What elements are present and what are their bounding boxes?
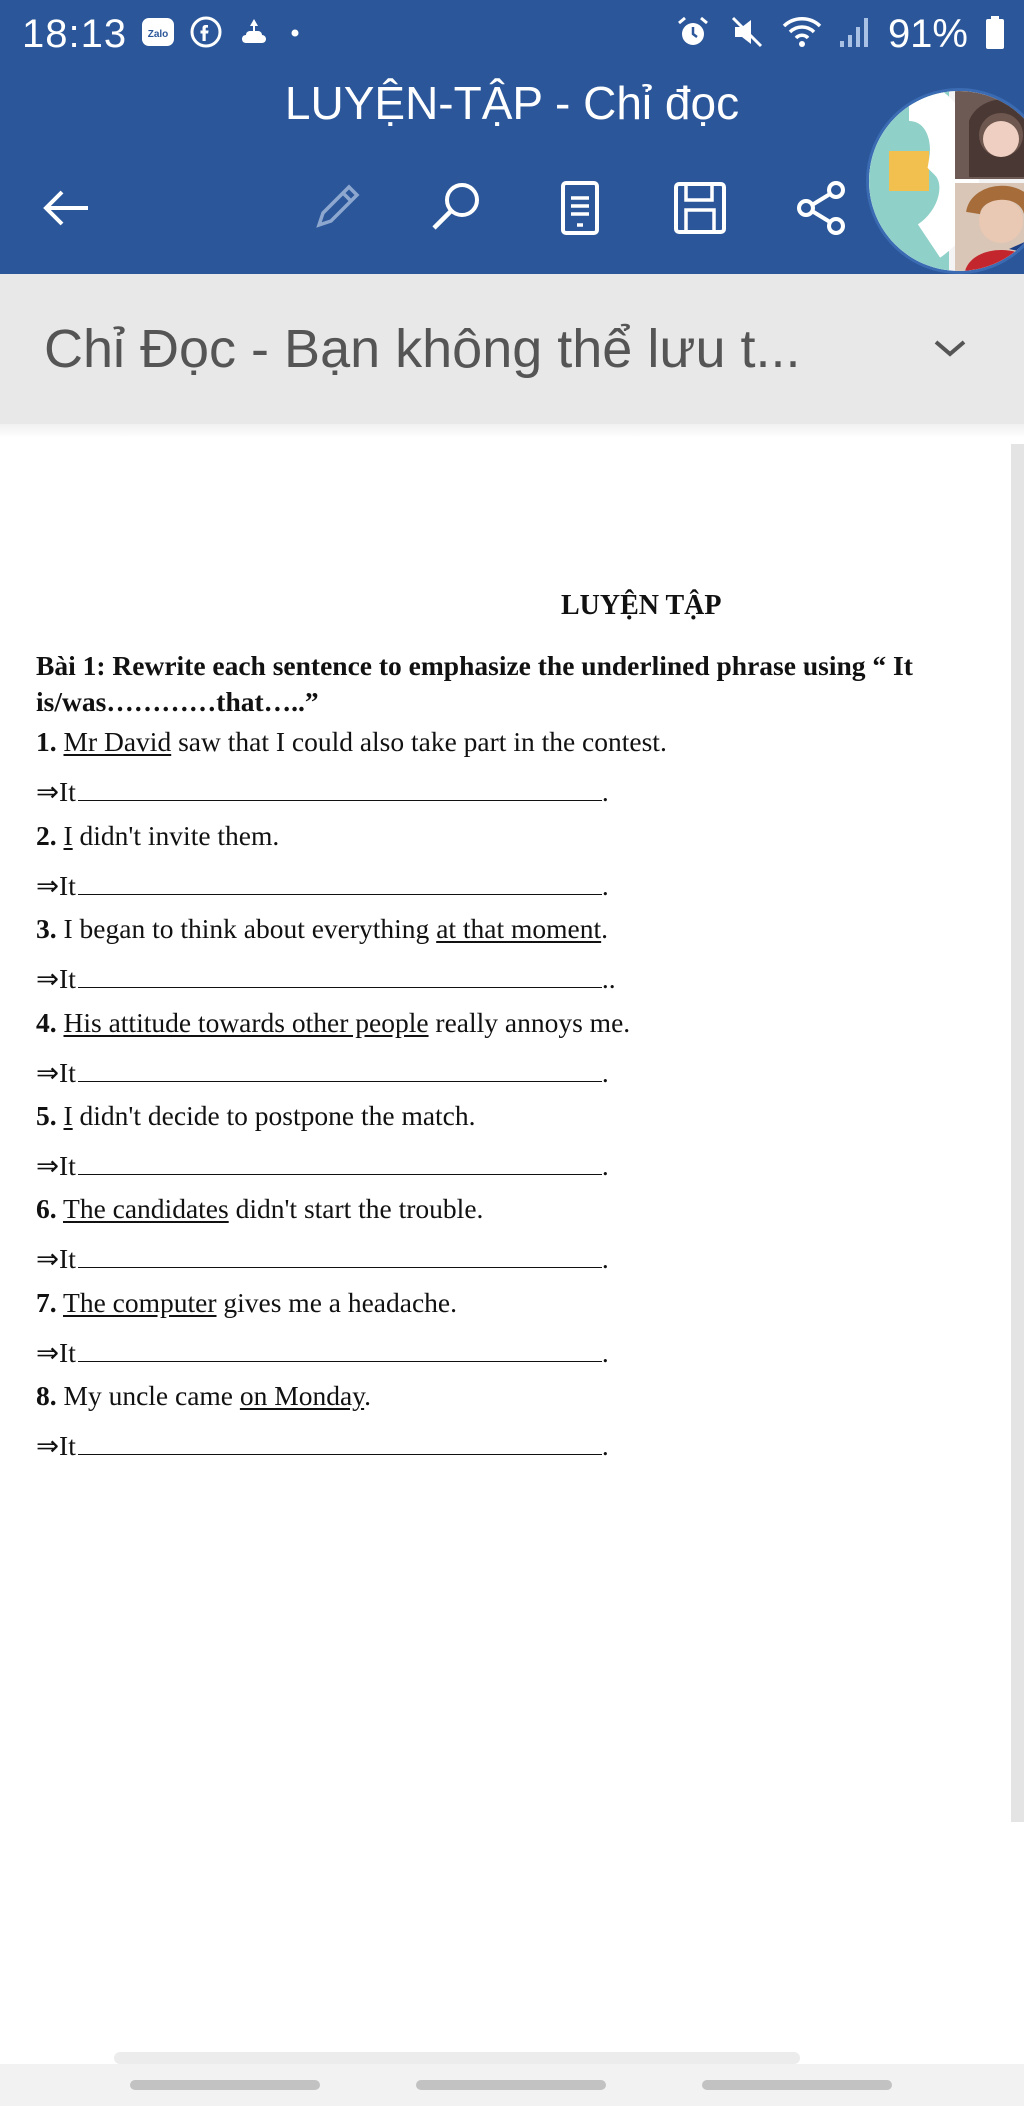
- page-title: LUYỆN TẬP: [561, 590, 722, 621]
- edit-button[interactable]: [304, 176, 368, 240]
- save-icon: [670, 178, 730, 238]
- wifi-icon: [782, 13, 822, 55]
- share-icon: [792, 178, 852, 238]
- exercise-label: Bài 1:: [36, 650, 106, 681]
- answer-line-6[interactable]: ⇒It .: [36, 1243, 609, 1274]
- exercise-text: Rewrite each sentence to emphasize the underlined phrase using “ It is/was…………that…..”: [36, 650, 913, 717]
- nav-home-button[interactable]: [416, 2080, 606, 2090]
- chevron-down-icon: [920, 318, 980, 378]
- answer-line-1[interactable]: ⇒It .: [36, 776, 609, 807]
- zalo-icon: [141, 15, 175, 53]
- app-bar: [0, 0, 1024, 274]
- status-time: 18:13: [22, 11, 128, 56]
- question-8: 8. My uncle came on Monday.: [36, 1380, 372, 1411]
- vertical-scrollbar[interactable]: [1011, 444, 1024, 1822]
- nav-recent-button[interactable]: [130, 2080, 320, 2090]
- answer-line-7[interactable]: ⇒It .: [36, 1337, 609, 1368]
- answer-line-3[interactable]: ⇒It ..: [36, 963, 616, 994]
- arrow-left-icon: [38, 180, 94, 236]
- nav-back-button[interactable]: [702, 2080, 892, 2090]
- cloud-icon: [237, 15, 271, 53]
- answer-line-5[interactable]: ⇒It .: [36, 1150, 609, 1181]
- question-5: 5. I didn't decide to postpone the match.: [36, 1100, 476, 1131]
- dot-icon: [285, 15, 305, 53]
- exercise-instructions: [36, 648, 996, 720]
- pencil-icon: [307, 179, 365, 237]
- signal-icon: [838, 13, 872, 55]
- answer-line-4[interactable]: ⇒It .: [36, 1057, 609, 1088]
- horizontal-scrollbar[interactable]: [114, 2052, 800, 2064]
- document-title: LUYỆN-TẬP - Chỉ đọc: [284, 77, 740, 129]
- expand-banner-button[interactable]: [920, 318, 980, 378]
- save-button[interactable]: [668, 176, 732, 240]
- read-only-message: Chỉ Đọc - Bạn không thể lưu t...: [44, 319, 801, 379]
- question-2: 2. I didn't invite them.: [36, 820, 280, 851]
- avatar-photo-icon: [869, 91, 1024, 271]
- question-3: 3. I began to think about everything at that moment.: [36, 913, 609, 944]
- back-button[interactable]: [34, 176, 98, 240]
- answer-line-2[interactable]: ⇒It .: [36, 870, 609, 901]
- mobile-view-icon: [552, 178, 608, 238]
- battery-percentage: 91%: [887, 11, 968, 56]
- mute-icon: [728, 13, 766, 55]
- question-6: 6. The candidates didn't start the trouble.: [36, 1193, 484, 1224]
- search-button[interactable]: [424, 176, 488, 240]
- alarm-icon: [674, 13, 712, 55]
- status-bar-left: [22, 10, 305, 58]
- battery-icon: [984, 13, 1006, 55]
- reading-view-button[interactable]: [548, 176, 612, 240]
- status-bar-right: [674, 10, 1006, 58]
- share-button[interactable]: [790, 176, 854, 240]
- question-4: 4. His attitude towards other people really annoys me.: [36, 1007, 631, 1038]
- facebook-icon: [189, 15, 223, 53]
- banner-divider: [0, 424, 1024, 438]
- svg-text:Zalo: Zalo: [147, 29, 169, 40]
- answer-line-8[interactable]: ⇒It .: [36, 1430, 609, 1461]
- read-only-banner[interactable]: [0, 274, 1024, 424]
- search-icon: [426, 178, 486, 238]
- question-1: 1. Mr David saw that I could also take part in the contest.: [36, 726, 667, 757]
- question-7: 7. The computer gives me a headache.: [36, 1287, 458, 1318]
